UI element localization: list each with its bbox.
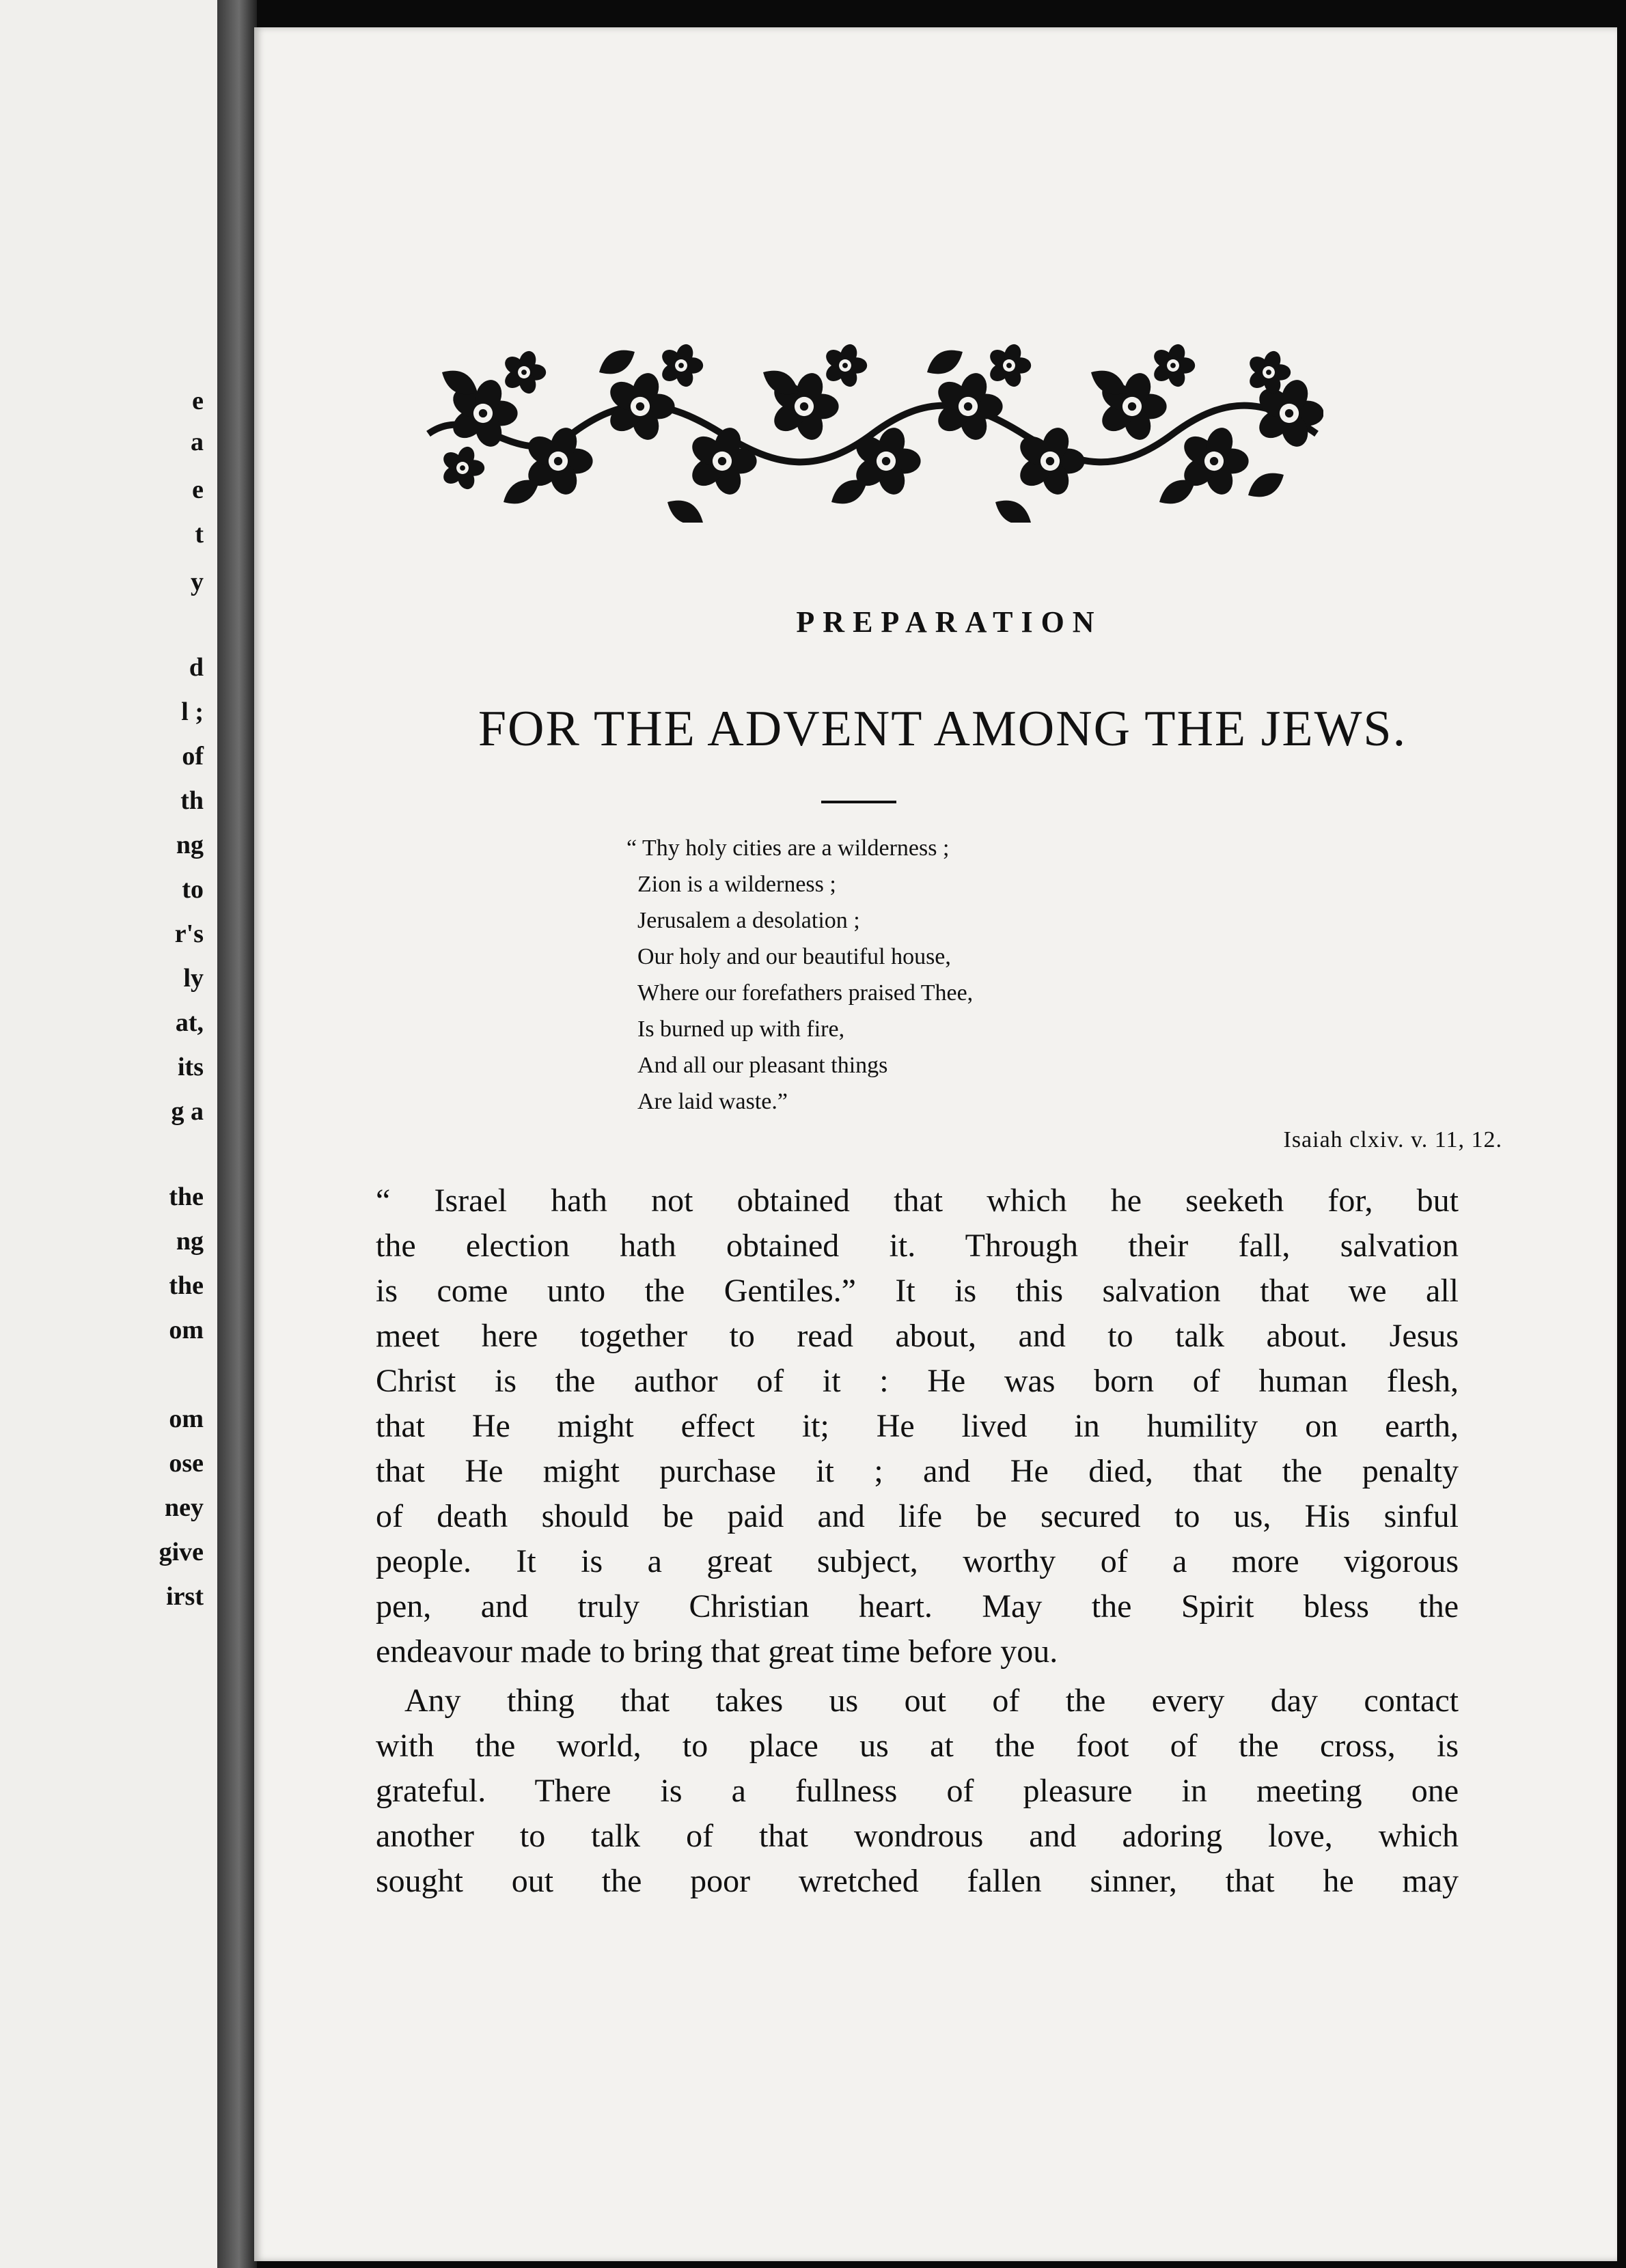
previous-page-text-fragment: t xyxy=(195,520,204,549)
previous-page-text-fragment: y xyxy=(191,568,204,596)
text-line: with the world, to place us at the foot of the cross, is xyxy=(376,1728,1459,1764)
epigraph-line: “ Thy holy cities are a wilderness ; xyxy=(626,835,950,861)
body-text xyxy=(376,1178,1459,1904)
text-line: Any thing that takes us out of the every day contact xyxy=(404,1683,1459,1719)
epigraph-line: Are laid waste.” xyxy=(637,1089,788,1114)
book-gutter xyxy=(217,0,257,2268)
previous-page-text-fragment: ng xyxy=(176,831,204,859)
text-line: grateful. There is a fullness of pleasure in meeting one xyxy=(376,1773,1459,1809)
text-line: people. It is a great subject, worthy of a more vigorous xyxy=(376,1543,1459,1579)
previous-page-text-fragment: irst xyxy=(166,1582,204,1611)
previous-page-text-fragment: its xyxy=(178,1053,204,1081)
previous-page-text-fragment: om xyxy=(169,1316,204,1344)
epigraph-line: Where our forefathers praised Thee, xyxy=(637,980,974,1006)
previous-page-text-fragment: give xyxy=(159,1538,204,1566)
epigraph-line: Zion is a wilderness ; xyxy=(637,872,836,897)
previous-page-text-fragment: ney xyxy=(165,1493,204,1522)
previous-page-text-fragment: d xyxy=(189,653,204,682)
chapter-heading-small: PREPARATION xyxy=(796,605,1103,639)
previous-page-text-fragment: a xyxy=(191,428,204,456)
floral-ornament-icon xyxy=(422,331,1323,523)
previous-page-text-fragment: at, xyxy=(175,1008,204,1037)
paragraph xyxy=(376,1178,1459,1674)
epigraph-citation: Isaiah clxiv. v. 11, 12. xyxy=(1283,1127,1502,1152)
text-line: sought out the poor wretched fallen sinner, that he may xyxy=(376,1863,1459,1899)
text-line: the election hath obtained it. Through their fall, salvation xyxy=(376,1228,1459,1264)
text-line: pen, and truly Christian heart. May the Spirit bless the xyxy=(376,1588,1459,1624)
previous-page xyxy=(0,0,217,2268)
previous-page-text-fragment: l ; xyxy=(181,697,204,726)
previous-page-text-fragment: th xyxy=(180,786,204,815)
text-line: Christ is the author of it : He was born of human flesh, xyxy=(376,1363,1459,1399)
chapter-title: FOR THE ADVENT AMONG THE JEWS. xyxy=(478,701,1407,757)
title-rule xyxy=(821,801,896,803)
book-page xyxy=(254,27,1617,2261)
previous-page-text-fragment: ly xyxy=(183,964,204,993)
text-line: another to talk of that wondrous and adoring love, which xyxy=(376,1818,1459,1854)
previous-page-text-fragment: to xyxy=(182,875,204,904)
paragraph xyxy=(376,1678,1459,1904)
text-line: “ Israel hath not obtained that which he seeketh for, but xyxy=(376,1183,1459,1219)
text-line: meet here together to read about, and to talk about. Jesus xyxy=(376,1318,1459,1354)
text-line: endeavour made to bring that great time before you. xyxy=(376,1633,1058,1670)
previous-page-text-fragment: of xyxy=(182,742,204,771)
epigraph-line: Jerusalem a desolation ; xyxy=(637,908,860,933)
previous-page-text-fragment: ng xyxy=(176,1227,204,1256)
epigraph-line: Our holy and our beautiful house, xyxy=(637,944,951,969)
previous-page-text-fragment: the xyxy=(169,1271,204,1300)
epigraph-line: Is burned up with fire, xyxy=(637,1017,845,1042)
previous-page-text-fragment: g a xyxy=(171,1097,204,1126)
text-line: that He might purchase it ; and He died, that the penalty xyxy=(376,1453,1459,1489)
text-line: that He might effect it; He lived in humility on earth, xyxy=(376,1408,1459,1444)
previous-page-text-fragment: om xyxy=(169,1405,204,1433)
previous-page-text-fragment: e xyxy=(192,475,204,504)
text-line: of death should be paid and life be secured to us, His sinful xyxy=(376,1498,1459,1534)
previous-page-text-fragment: the xyxy=(169,1183,204,1211)
previous-page-text-fragment: e xyxy=(192,387,204,415)
text-line: is come unto the Gentiles.” It is this salvation that we all xyxy=(376,1273,1459,1309)
previous-page-text-fragment: ose xyxy=(169,1449,204,1478)
epigraph-line: And all our pleasant things xyxy=(637,1053,888,1078)
previous-page-text-fragment: r's xyxy=(174,919,204,948)
epigraph xyxy=(626,830,973,1120)
